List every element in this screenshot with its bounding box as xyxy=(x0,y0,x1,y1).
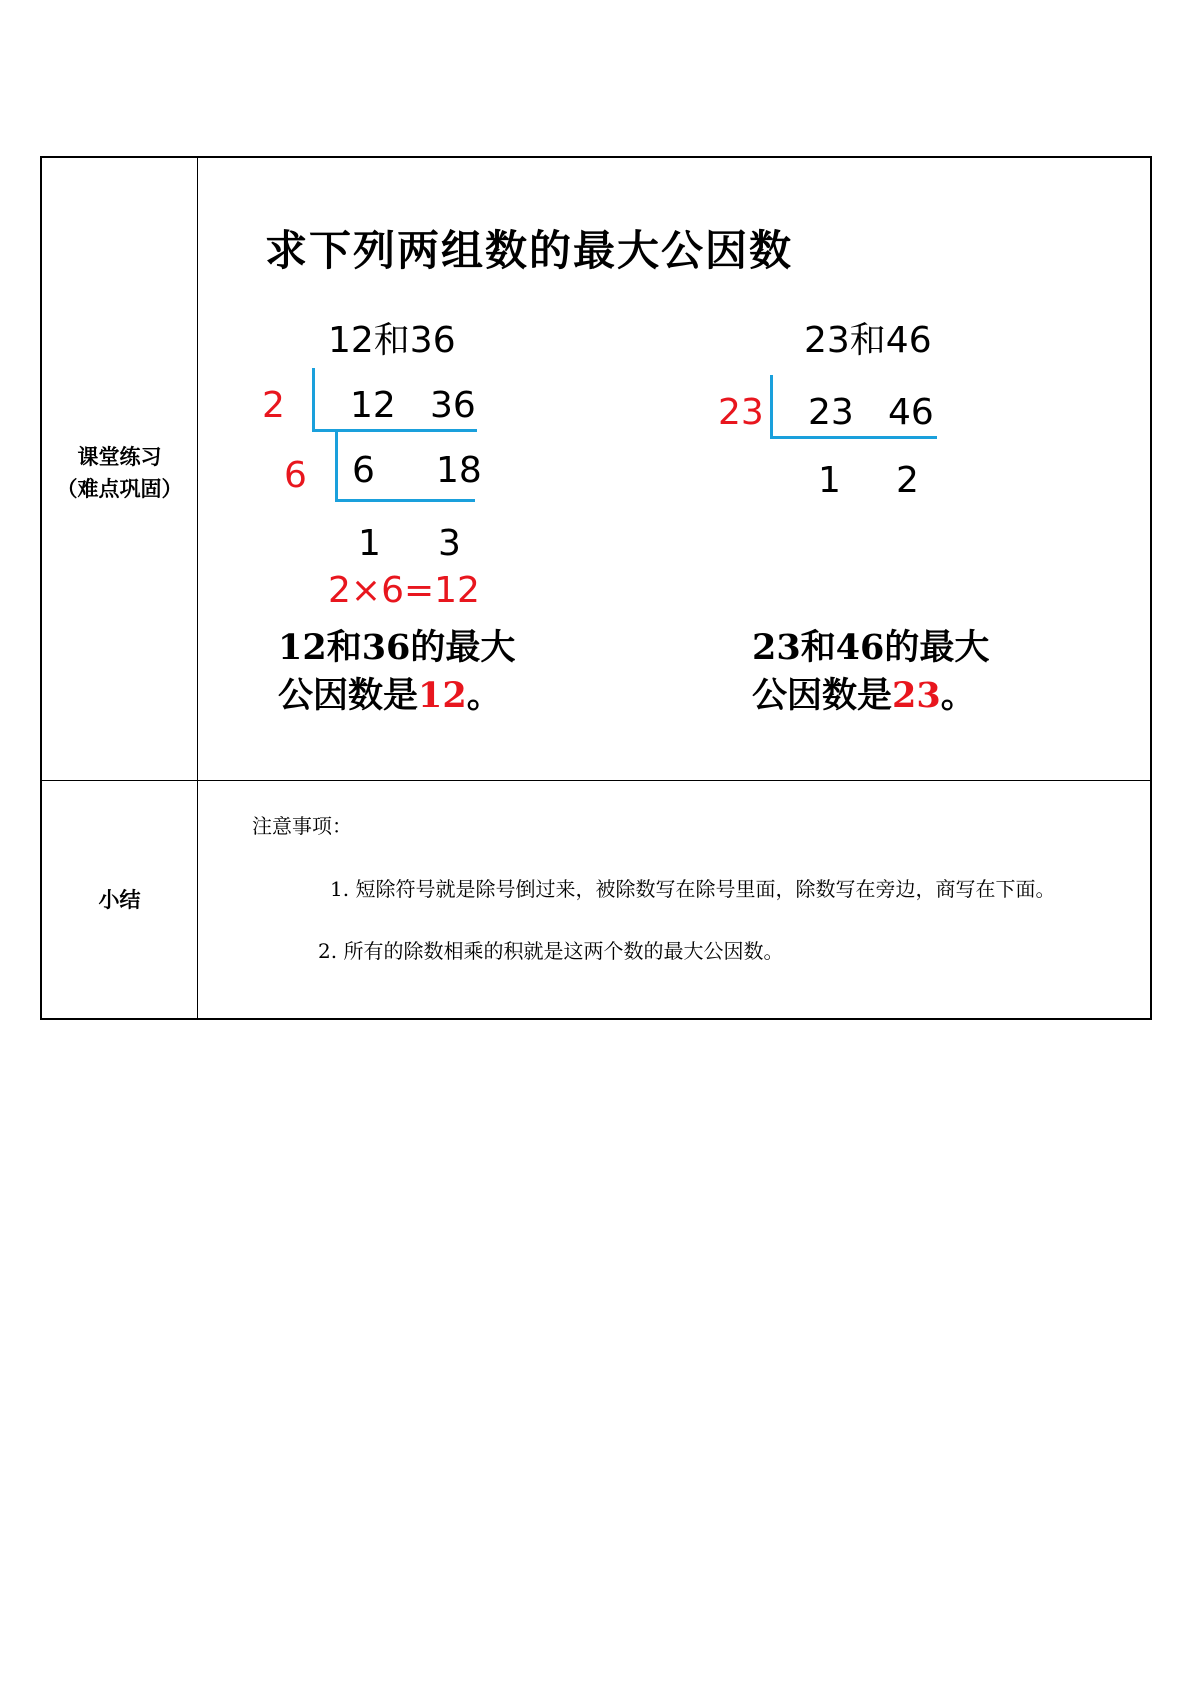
left-conclusion-suffix: 。 xyxy=(466,675,502,716)
left-row1-b: 36 xyxy=(430,385,476,426)
right-row2-a: 1 xyxy=(818,460,841,501)
right-row1-a: 23 xyxy=(808,392,854,433)
left-division-bar-2-horizontal xyxy=(335,499,475,502)
right-pair: 23和46 xyxy=(804,320,932,361)
summary-item-2: 2. 所有的除数相乘的积就是这两个数的最大公因数。 xyxy=(318,939,784,963)
left-product: 2×6=12 xyxy=(328,570,480,611)
row-label-practice-line1: 课堂练习 xyxy=(77,445,162,469)
right-conclusion-value: 23 xyxy=(892,675,941,716)
left-division-bar-1-vertical xyxy=(312,368,315,432)
left-row1-a: 12 xyxy=(350,385,396,426)
exercise-title: 求下列两组数的最大公因数 xyxy=(265,226,794,275)
left-row2-b: 18 xyxy=(436,450,482,491)
right-row1-b: 46 xyxy=(888,392,934,433)
left-row3-a: 1 xyxy=(358,523,381,564)
left-conclusion-line2 xyxy=(278,668,502,718)
left-pair: 12和36 xyxy=(328,320,456,361)
left-division-bar-2-vertical xyxy=(335,432,338,502)
summary-heading: 注意事项： xyxy=(252,814,352,838)
left-divisor-1: 2 xyxy=(262,385,285,426)
row-label-practice-line2: （难点巩固） xyxy=(56,477,183,501)
row-label-summary: 小结 xyxy=(98,888,141,912)
left-row2-a: 6 xyxy=(352,450,375,491)
right-conclusion-suffix: 。 xyxy=(940,675,976,716)
left-conclusion-value: 12 xyxy=(418,675,467,716)
right-conclusion-prefix: 公因数是 xyxy=(752,675,893,716)
left-conclusion-prefix: 公因数是 xyxy=(278,675,419,716)
left-conclusion-line1: 12和36的最大 xyxy=(278,627,516,668)
right-divisor-1: 23 xyxy=(718,392,764,433)
right-conclusion-line2 xyxy=(752,668,976,718)
right-row2-b: 2 xyxy=(896,460,919,501)
left-row3-b: 3 xyxy=(438,523,461,564)
summary-item-1: 1. 短除符号就是除号倒过来，被除数写在除号里面，除数写在旁边，商写在下面。 xyxy=(330,877,1056,901)
right-conclusion-line1: 23和46的最大 xyxy=(752,627,990,668)
left-divisor-2: 6 xyxy=(284,455,307,496)
right-division-bar-horizontal xyxy=(770,436,937,439)
right-division-bar-vertical xyxy=(770,375,773,439)
